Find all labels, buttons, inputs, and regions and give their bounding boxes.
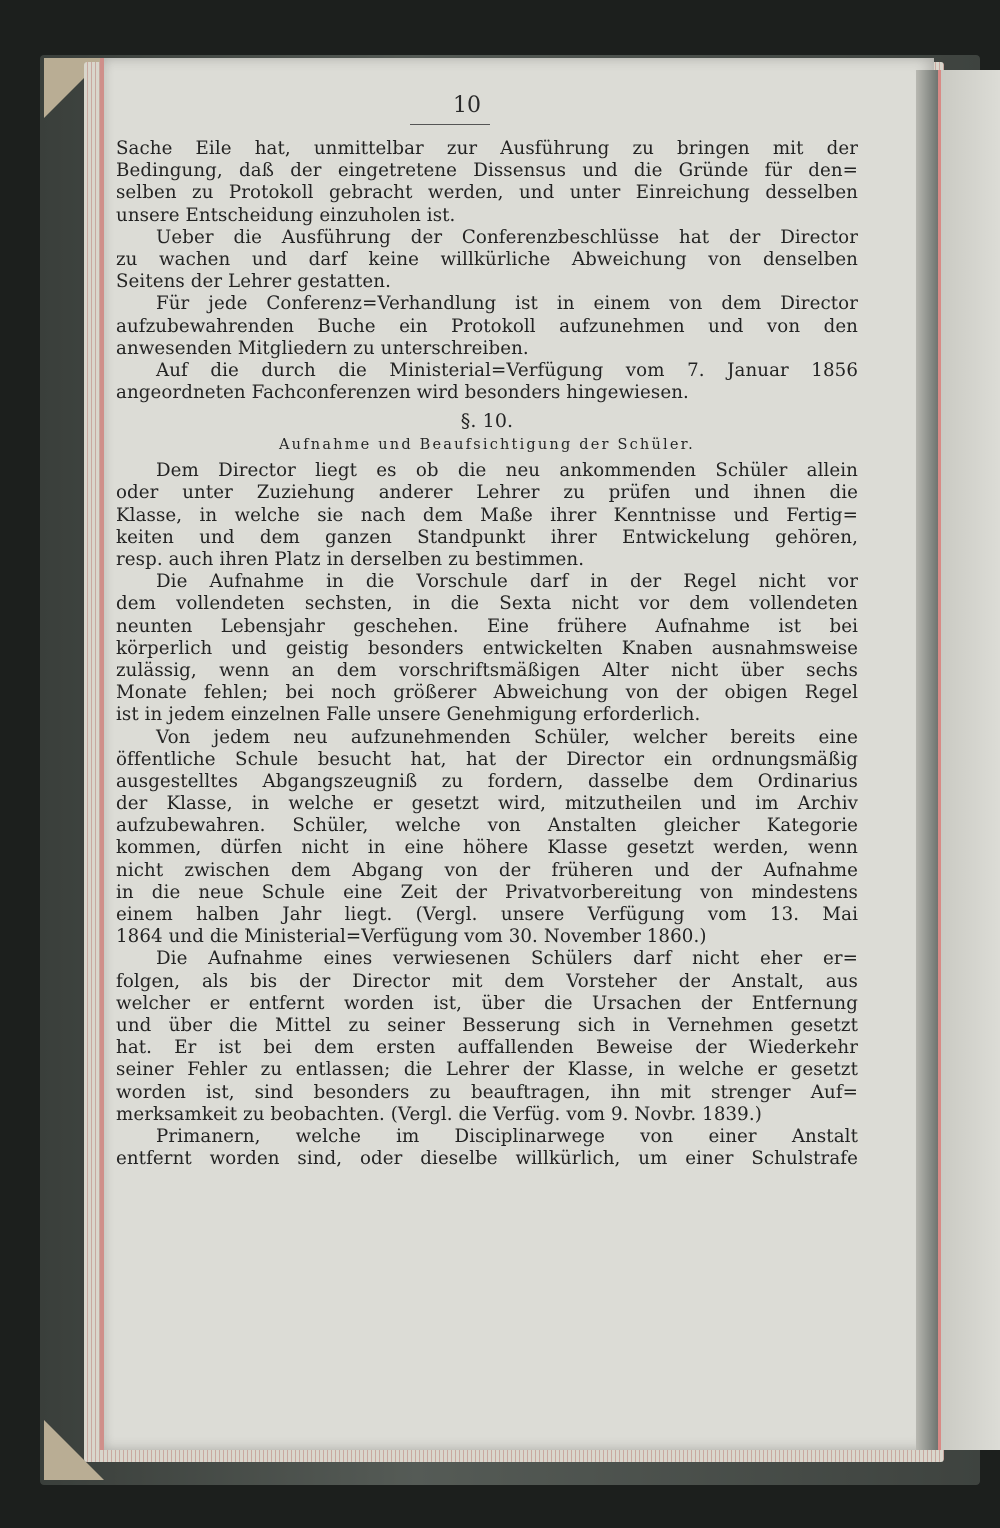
text-line: Ueber die Ausführung der Conferenzbeschlüsse hat der Director (156, 226, 858, 248)
facing-page-edge (938, 70, 941, 1450)
text-line: entfernt worden sind, oder dieselbe willkürlich, um einer Schulstrafe (116, 1148, 858, 1170)
text-line: körperlich und geistig besonders entwickelten Knaben ausnahmsweise (116, 637, 858, 659)
text-line: öffentliche Schule besucht hat, hat der Director ein ordnungsmäßig (116, 748, 858, 770)
text-line: und über die Mittel zu seiner Besserung sich in Vernehmen gesetzt (116, 1014, 858, 1036)
text-line: Für jede Conferenz=Verhandlung ist in einem von dem Director (156, 293, 858, 315)
text-line: in die neue Schule eine Zeit der Privatvorbereitung von mindestens (116, 881, 858, 903)
text-line: selben zu Protokoll gebracht werden, und unter Einreichung desselben (116, 182, 858, 204)
text-line: resp. auch ihren Platz in derselben zu bestimmen. (116, 549, 585, 570)
text-line: ist in jedem einzelnen Falle unsere Genehmigung erforderlich. (116, 704, 701, 726)
text-line: Monate fehlen; bei noch größerer Abweichung von der obigen Regel (116, 682, 858, 704)
facing-page (938, 70, 1000, 1450)
text-line: unsere Entscheidung einzuholen ist. (116, 204, 456, 226)
text-line: aufzubewahren. Schüler, welche von Anstalten gleicher Kategorie (116, 815, 858, 837)
page-number: 10 (453, 93, 481, 118)
text-line: Die Aufnahme eines verwiesenen Schülers darf nicht eher er= (156, 948, 858, 970)
text-line: 1864 und die Ministerial=Verfügung vom 30. November 1860.) (116, 926, 707, 948)
text-line: Auf die durch die Ministerial=Verfügung vom 7. Januar 1856 (156, 359, 858, 381)
text-line: nicht zwischen dem Abgang von der früheren und der Aufnahme (116, 859, 858, 881)
text-line: oder unter Zuziehung anderer Lehrer zu prüfen und ihnen die (116, 482, 858, 504)
text-line: Die Aufnahme in die Vorschule darf in der Regel nicht vor (156, 571, 858, 593)
page-text (116, 138, 858, 1170)
text-line: merksamkeit zu beobachten. (Vergl. die Verfüg. vom 9. Novbr. 1839.) (116, 1103, 762, 1125)
text-line: Klasse, in welche sie nach dem Maße ihrer Kenntnisse und Fertig= (116, 504, 858, 526)
text-line: der Klasse, in welche er gesetzt wird, mitzutheilen und im Archiv (116, 793, 858, 815)
text-line: Seitens der Lehrer gestatten. (116, 271, 391, 293)
text-line: Dem Director liegt es ob die neu ankommenden Schüler allein (156, 460, 858, 482)
text-line: Von jedem neu aufzunehmenden Schüler, welcher bereits eine (156, 726, 858, 748)
text-after-section (116, 460, 858, 1170)
text-line: Sache Eile hat, unmittelbar zur Ausführung zu bringen mit der (116, 138, 858, 159)
text-line: keiten und dem ganzen Standpunkt ihrer Entwickelung gehören, (116, 526, 858, 548)
text-line: kommen, dürfen nicht in eine höhere Klasse gesetzt werden, wenn (116, 837, 858, 859)
text-line: zulässig, wenn an dem vorschriftsmäßigen Alter nicht über sechs (116, 659, 858, 681)
text-line: angeordneten Fachconferenzen wird besonders hingewiesen. (116, 382, 689, 404)
text-line: einem halben Jahr liegt. (Vergl. unsere Verfügung vom 13. Mai (116, 904, 858, 925)
book-gutter (916, 70, 938, 1450)
text-line: Primanern, welche im Disciplinarwege von einer Anstalt (156, 1125, 858, 1147)
text-line: worden ist, sind besonders zu beauftragen, ihn mit strenger Auf= (116, 1081, 858, 1103)
page-number-rule (410, 124, 490, 125)
text-line: seiner Fehler zu entlassen; die Lehrer der Klasse, in welche er gesetzt (116, 1059, 858, 1081)
text-line: folgen, als bis der Director mit dem Vorsteher der Anstalt, aus (116, 970, 858, 992)
text-line: Bedingung, daß der eingetretene Dissensus und die Gründe für den= (116, 160, 858, 182)
text-line: hat. Er ist bei dem ersten auffallenden Beweise der Wiederkehr (116, 1037, 858, 1059)
text-before-section (116, 138, 858, 404)
text-line: anwesenden Mitgliedern zu unterschreiben. (116, 337, 529, 359)
section-number: §. 10. (460, 410, 514, 433)
text-line: zu wachen und darf keine willkürliche Abweichung von denselben (116, 248, 858, 270)
text-line: neunten Lebensjahr geschehen. Eine frühere Aufnahme ist bei (116, 615, 858, 637)
section-title: Aufnahme und Beaufsichtigung der Schüler. (279, 437, 695, 454)
text-line: welcher er entfernt worden ist, über die Ursachen der Entfernung (116, 992, 858, 1014)
text-line: ausgestelltes Abgangszeugniß zu fordern, dasselbe dem Ordinarius (116, 770, 858, 792)
text-line: dem vollendeten sechsten, in die Sexta nicht vor dem vollendeten (116, 593, 858, 615)
text-line: aufzubewahrenden Buche ein Protokoll aufzunehmen und von den (116, 315, 858, 337)
